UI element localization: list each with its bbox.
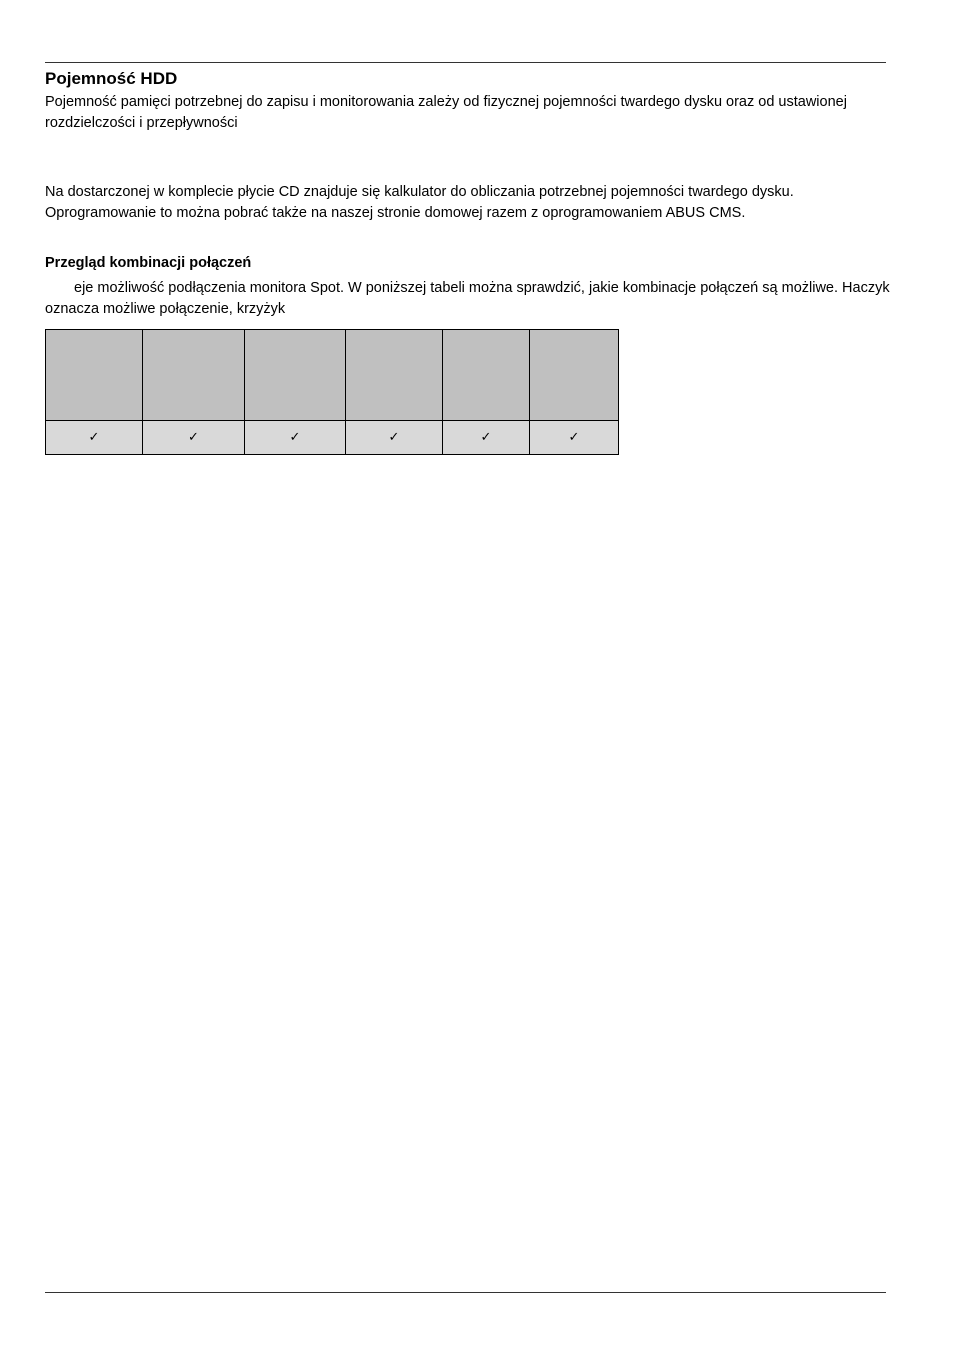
table-header-cell <box>443 330 530 421</box>
checkmark-icon: ✓ <box>443 421 530 455</box>
connection-combination-table <box>45 329 619 455</box>
top-rule <box>45 62 886 63</box>
table-header-cell <box>46 330 143 421</box>
checkmark-icon: ✓ <box>346 421 443 455</box>
hdd-description: Pojemność pamięci potrzebnej do zapisu i monitorowania zależy od fizycznej pojemności twardego dysku oraz od ustawionej rozdzielczości i przepływności <box>45 94 847 131</box>
table-header-cell <box>346 330 443 421</box>
table-header-cell <box>530 330 619 421</box>
table-header-cell <box>143 330 245 421</box>
checkmark-icon: ✓ <box>245 421 346 455</box>
checkmark-icon: ✓ <box>143 421 245 455</box>
connections-description-text: eje możliwość podłączenia monitora Spot. W poniższej tabeli można sprawdzić, jakie kombinacje połączeń są możliwe. Haczyk oznacza możliwe połączenie, krzyżyk <box>45 280 890 317</box>
bottom-rule <box>45 1292 886 1293</box>
table-row <box>46 421 619 455</box>
section-title-connections: Przegląd kombinacji połączeń <box>45 255 252 271</box>
table-header-row <box>46 330 619 421</box>
calculator-description: Na dostarczonej w komplecie płycie CD znajduje się kalkulator do obliczania potrzebnej pojemności twardego dysku. Oprogramowanie to można pobrać także na naszej stronie domowej razem z oprogramowaniem ABUS CMS. <box>45 184 794 221</box>
connections-description <box>45 278 895 320</box>
checkmark-icon: ✓ <box>46 421 143 455</box>
checkmark-icon: ✓ <box>530 421 619 455</box>
table-header-cell <box>245 330 346 421</box>
section-title-hdd: Pojemność HDD <box>45 69 178 88</box>
